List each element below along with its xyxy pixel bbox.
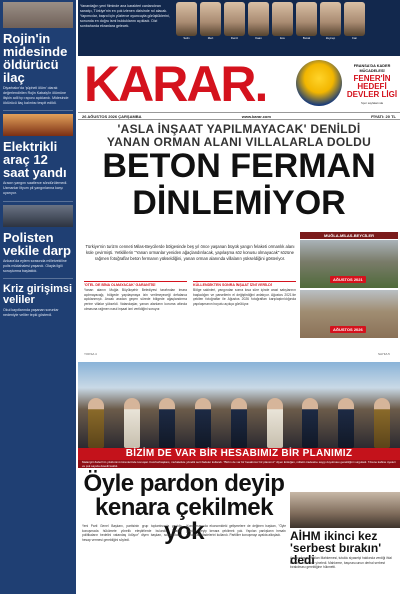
person-figure	[124, 398, 140, 448]
newspaper-logo[interactable]: KARAR.	[84, 56, 267, 112]
portrait-image	[344, 2, 365, 36]
kicker-line-2: YANAN ORMAN ALANI VILLALARLA DOLDU	[106, 135, 372, 149]
promo-thumb[interactable]	[344, 2, 365, 40]
portrait-image	[248, 2, 269, 36]
promo-thumb[interactable]	[272, 2, 293, 40]
second-headline-line-1[interactable]: Öyle pardon deyip	[83, 470, 285, 497]
left-sidebar	[0, 0, 76, 594]
column-right: Bölge sakinleri, yangından sonra kısa süre içinde arazi satışlarının başladığını ve parsellerin el değiştirdiğini anlatıyor. Ağustos 2021'de çekilen fotoğraflar ile Ağustos 2026 fotoğrafları karşılaştırıldığında yapılaşmanın boyutu açıkça görülüyor.	[193, 288, 296, 307]
portrait-image	[296, 2, 317, 36]
page-ref-right: SAYFA 5	[378, 352, 390, 356]
thumb-caption: Selin	[183, 36, 190, 40]
second-headline-line-2[interactable]: kenara çekilmek yok	[95, 494, 273, 545]
sidebar-item-4[interactable]	[0, 282, 76, 320]
promo-thumb[interactable]	[248, 2, 269, 40]
sports-teaser[interactable]	[344, 64, 400, 105]
sports-kicker: FRANSA'DA KADER MÜCADELESİ	[353, 64, 391, 73]
thumb-caption: Mert	[207, 36, 214, 40]
second-story-columns	[82, 524, 286, 542]
promo-thumb[interactable]	[320, 2, 341, 40]
sidebar-item-title: Elektrikli araç 12 saat yandı	[3, 139, 67, 181]
person-figure	[159, 398, 175, 448]
portrait-image	[272, 2, 293, 36]
promo-thumb[interactable]	[176, 2, 197, 40]
court-photo	[290, 492, 400, 528]
sports-headline: FENER'İN HEDEFİ DEVLER LİGİ	[346, 74, 398, 100]
dateline	[78, 112, 400, 120]
sidebar-photo-3	[3, 205, 73, 227]
person-figure	[231, 398, 247, 448]
sports-sub: Spor sayfalarında	[361, 101, 383, 106]
thumb-caption: Kaan	[255, 36, 262, 40]
sidebar-item-2[interactable]	[0, 138, 76, 198]
promo-thumbnails	[176, 2, 365, 40]
column-head-right: KÜLLENDİKTEN SONRA İNŞAAT İZNİ VERİLDİ	[193, 281, 296, 287]
person-figure	[302, 398, 318, 448]
portrait-image	[224, 2, 245, 36]
person-figure	[374, 398, 390, 448]
column-head-left: 'OTEL DE BİNA OLMAYACAK' GARANTİSİ	[84, 281, 187, 287]
thumb-caption: Ece	[280, 36, 285, 40]
sidebar-divider	[3, 278, 73, 279]
article-columns	[84, 288, 296, 311]
photo-figures	[78, 388, 400, 448]
main-kicker	[78, 123, 400, 149]
sidebar-photo-2	[3, 114, 73, 136]
main-headline-line-2[interactable]: DİNLEMİYOR	[132, 184, 346, 222]
person-figure	[195, 398, 211, 448]
page-ref: YOKSA 4	[84, 352, 97, 356]
thumb-caption: Can	[351, 36, 358, 40]
sidebar-item-text: Aracın yangını saatlerce söndürülemedi. Uzmanlar lityum pil yangınlarına karşı uyarıyor.	[3, 181, 68, 196]
masthead	[78, 56, 400, 110]
kicker-line-1: 'ASLA İNŞAAT YAPILMAYACAK' DENİLDİ	[117, 122, 361, 136]
thumb-caption: Zeynep	[325, 36, 336, 40]
promo-thumb[interactable]	[296, 2, 317, 40]
issue-date: 26 AĞUSTOS 2026 ÇARŞAMBA	[82, 113, 142, 119]
promo-text: Yanardağın yeni filminde ana karakteri canlandıran sanatçı, Türkiye'nin en çok izlenen dizisinde rol alacak. Yapımcılar, başrol için yüzlerce oyuncuyla görüştüklerini, sonunda en doğru ismi bulduklarını açıkladı. Dizi sonbaharda ekranlara gelecek.	[80, 4, 170, 29]
promo-thumb[interactable]	[200, 2, 221, 40]
website[interactable]: www.karar.com	[241, 113, 271, 119]
main-headline-line-1[interactable]: BETON FERMAN	[102, 147, 376, 185]
team-photo	[296, 60, 342, 106]
thumb-caption: Deniz	[230, 36, 239, 40]
third-story-text: Avrupa İnsan Hakları Mahkemesi, tutuklu siyasetçi hakkında verdiği ihlal kararını ikinci kez yineledi. Mahkeme, başvurucunun derhal serbest bırakılması gerektiğine hükmetti.	[290, 556, 392, 570]
ceremony-photo[interactable]	[78, 362, 400, 448]
date-tag-2021: AĞUSTOS 2021	[330, 276, 366, 283]
lead-paragraph: Türkiye'nin turizm cenneti Milas-Beycilerde bölgesinde beş yıl önce yaşanan büyük yangın felaketi ormanlık alanı küle çevirmişti. Yetkililerin "Yanan ormanlar yeniden ağaçlandırılacak, yapılaşma söz konusu olmayacak" sözüne rağmen fotoğraflar beton fermanın yükseldiğini, yanan orman alanında villaların yükseldiğini gösteriyor.	[85, 244, 295, 262]
top-promo-strip[interactable]	[78, 0, 400, 56]
sidebar-item-title: Rojin'in midesinde öldürücü ilaç	[3, 31, 68, 85]
sidebar-item-3[interactable]	[0, 229, 76, 276]
date-tag-2026: AĞUSTOS 2026	[330, 326, 366, 333]
thumb-caption: Burak	[302, 36, 311, 40]
sidebar-item-text: Okul kayıtlarında yaşanan sorunlar nedeniyle veliler tepki gösterdi.	[3, 308, 59, 318]
portrait-image	[176, 2, 197, 36]
person-figure	[267, 398, 283, 448]
column-heads	[84, 281, 296, 287]
sidebar-photo-1	[3, 2, 73, 28]
sidebar-item-title: Polisten vekile darp	[3, 229, 71, 258]
second-column-left: Yeni Parti Genel Başkanı, partisinin grup toplantısında yaptığı konuşmada hükümete yönelik eleştirilerde bulundu. "Hatalı politikaların bedelini vatandaş ödüyor" diyen başkan, sorumluların hesap vermesi gerektiğini söyledi.	[82, 524, 182, 542]
person-figure	[338, 398, 354, 448]
sidebar-item-text: Diyarbakır'da 'şüpheli ölüm' olarak değerlendirilen Rojin Kabaiş'in ölümüne ilişkin adli tıp raporu açıklandı. Midesinde öldürücü ilaç kalıntısı tespit edildi.	[3, 86, 69, 105]
second-column-right: Konuşmasında ekonomideki gelişmelere de değinen başkan, "Öyle pardon deyip kenara çekilmek yok. Yapılan yanlışların hesabı sorulacak" ifadelerini kullandı. Partililer konuşmayı ayakta alkışladı.	[186, 524, 286, 538]
photo-banner[interactable]: BİZİM DE VAR BİR HESABIMIZ BİR PLANIMIZ	[78, 448, 400, 460]
promo-thumb[interactable]	[224, 2, 245, 40]
sidebar-divider	[3, 110, 73, 111]
portrait-image	[200, 2, 221, 36]
price: FİYATI: 20 TL	[371, 113, 396, 119]
before-after-photos[interactable]	[300, 233, 398, 338]
column-left: Yanan alanın Muğla Büyükşehir Belediyesi tarafından imara açılmayacağı, bölgede yapılaşmaya izin verilmeyeceği defalarca açıklanmıştı. Ancak aradan geçen sürede bölgede ağaçlandırma yerine villalar yükseldi. Vatandaşlar, yanan alanların koruma altında olmasına rağmen nasıl inşaat izni verildiğini soruyor.	[84, 288, 187, 311]
sidebar-item-1[interactable]	[0, 30, 76, 107]
third-headline[interactable]: AİHM ikinci kez 'serbest bırakın' dedi	[290, 529, 382, 567]
location-caption: MUĞLA-MİLAS-BEYCİLER	[300, 232, 398, 239]
sidebar-item-text: Ankara'da eylem sırasında milletvekiline polis müdahalesi yaşandı. Olayla ilgili soruşturma başlatıldı.	[3, 258, 67, 273]
person-figure	[88, 398, 104, 448]
photo-caption: Malazgirt Zaferi'nin yıldönümü törenlerinde konuşan Cumhurbaşkanı, muhalefete yönelik sert ifadeler kullandı. "Bizim de var bir hesabımız bir planımız" diyen Erdoğan, milletin iradesine saygı duyulması gerektiğini vurguladı. Törene kabine üyeleri ve çok sayıda davetli katıldı.	[78, 460, 400, 468]
sidebar-divider	[3, 201, 73, 202]
sidebar-item-title: Kriz girişimsi veliler	[3, 283, 73, 307]
portrait-image	[320, 2, 341, 36]
front-page	[78, 0, 400, 594]
